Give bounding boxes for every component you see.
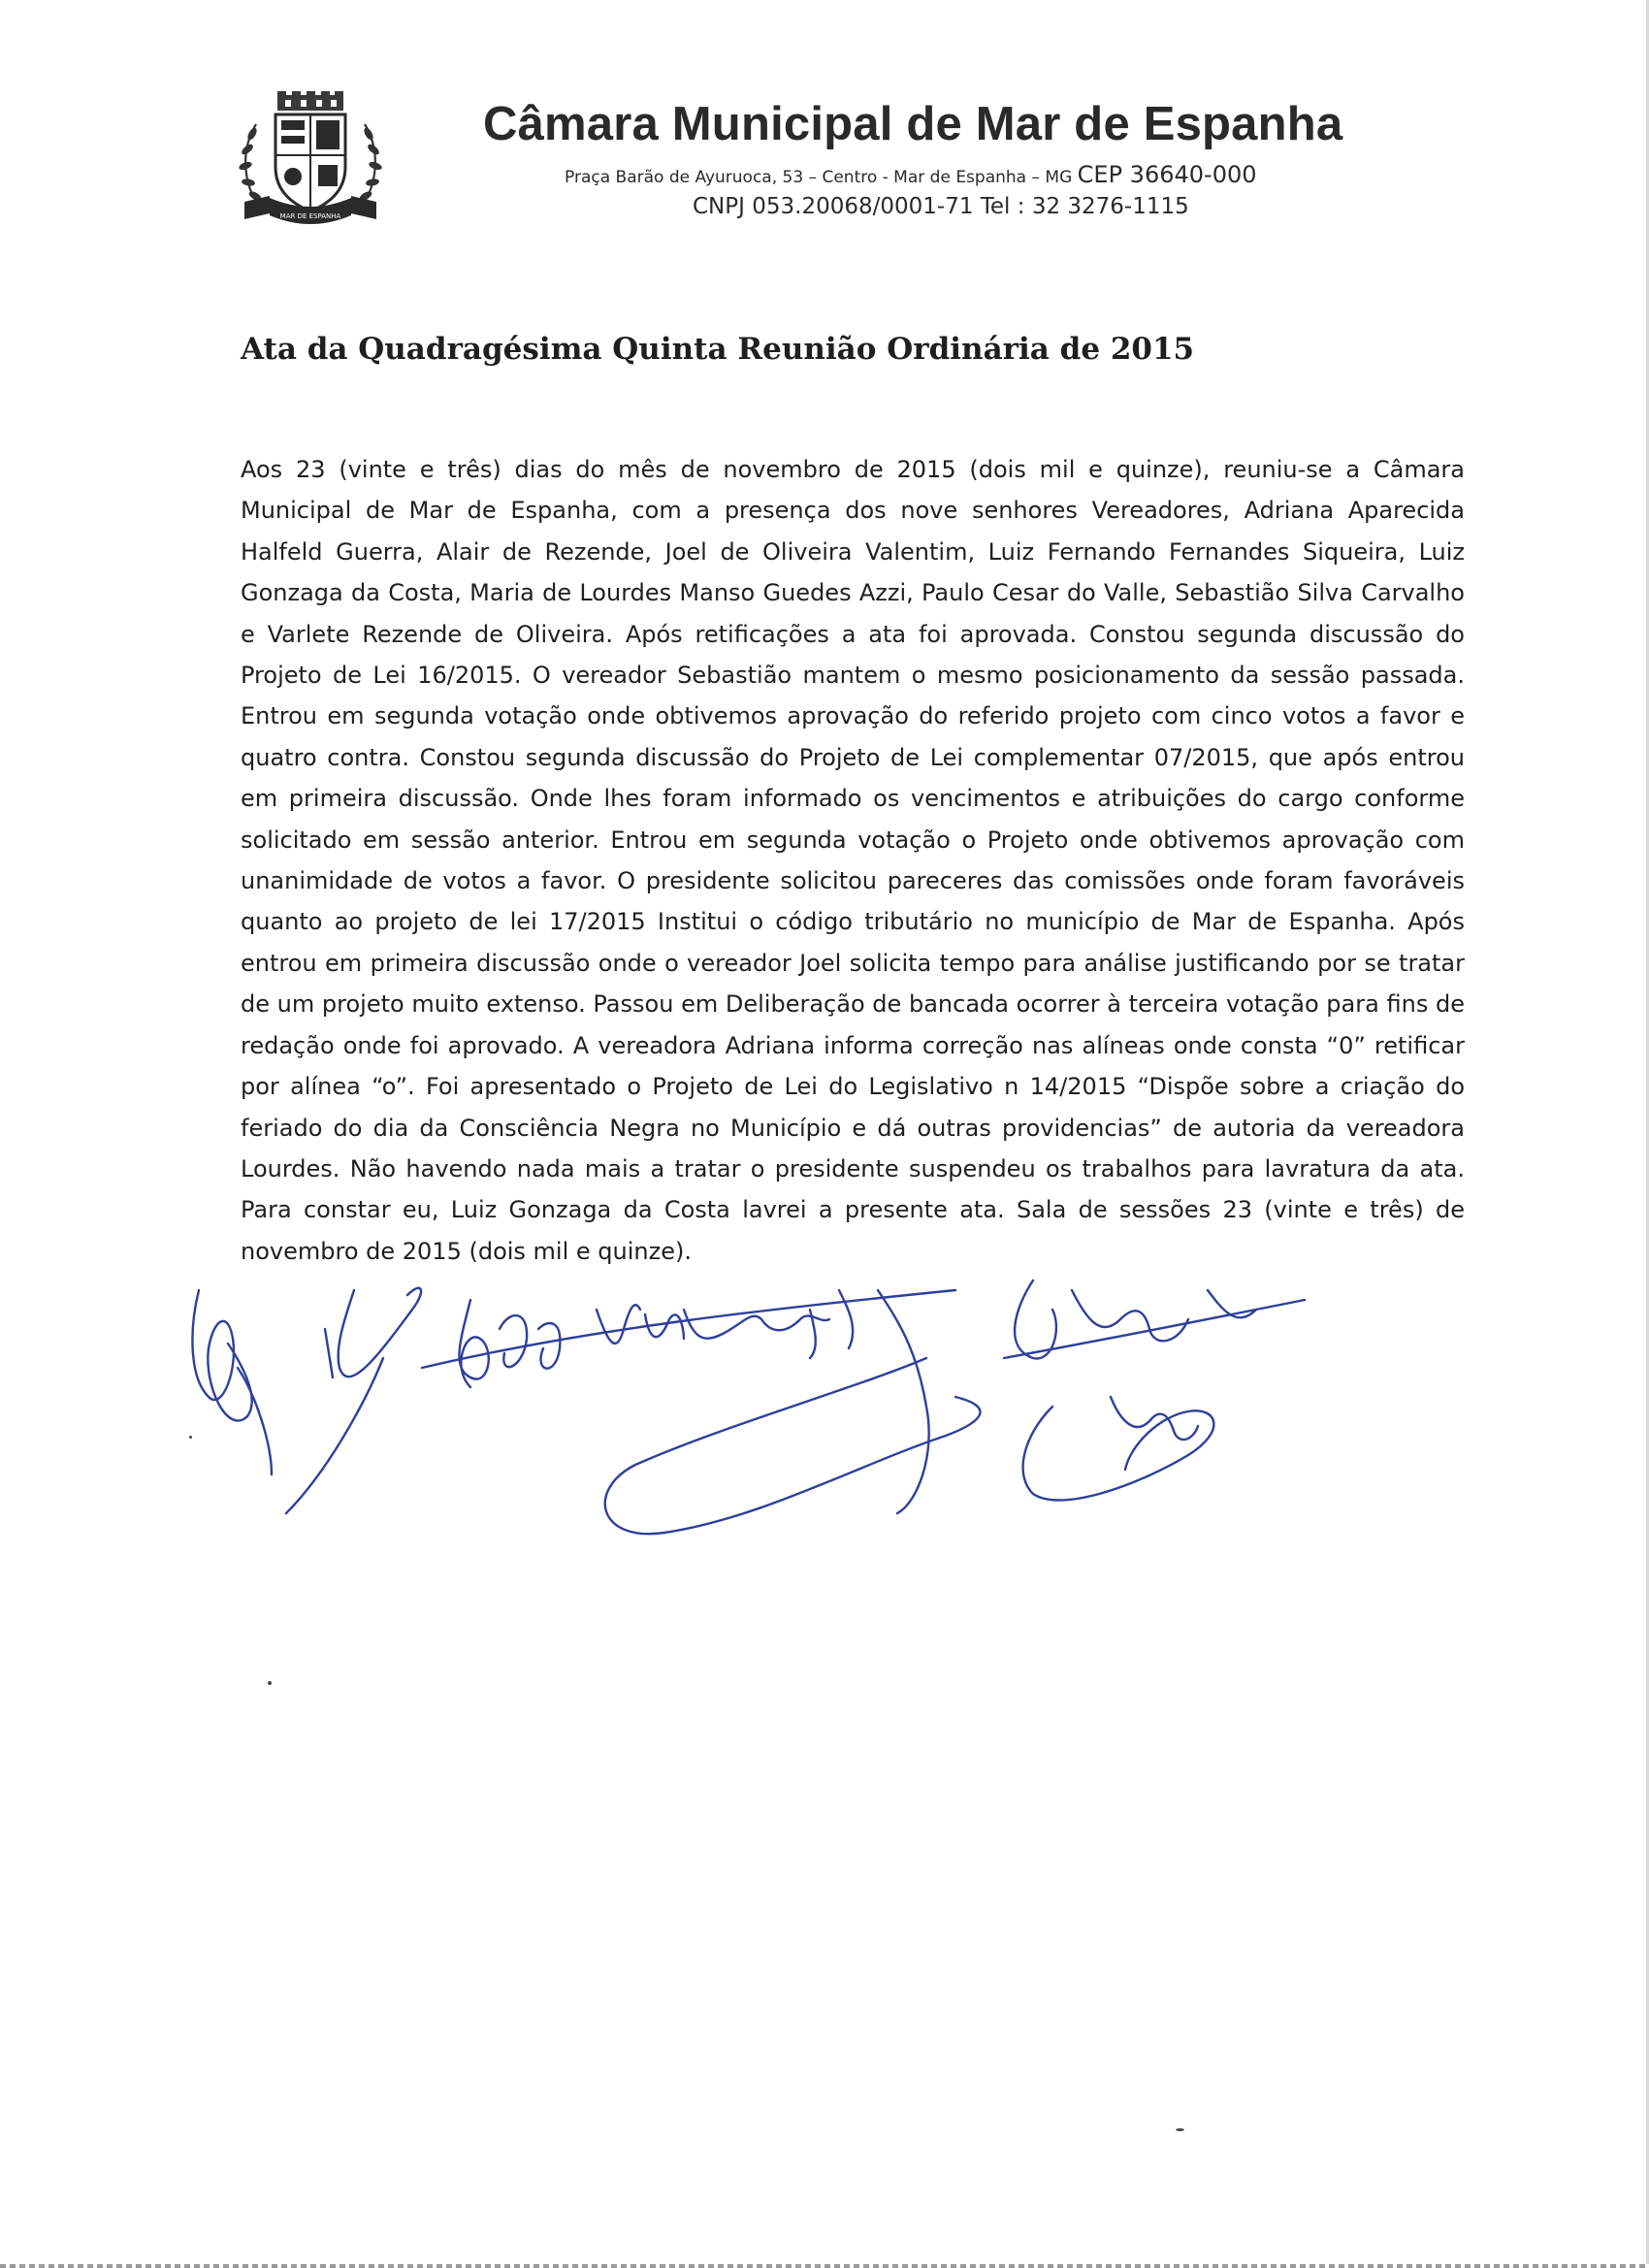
municipal-coat-of-arms-icon (231, 91, 390, 233)
cep-text: CEP 36640-000 (1077, 161, 1257, 188)
scan-edge-bottom (0, 2264, 1649, 2268)
org-address (565, 161, 1457, 188)
address-text: Praça Barão de Ayuruoca, 53 – Centro - Mar de Espanha – MG (565, 168, 1073, 187)
scan-speck (1176, 2128, 1184, 2131)
scan-speck (189, 1436, 192, 1439)
crest-banner-text: MAR DE ESPANHA (279, 212, 341, 220)
scan-speck (268, 1681, 272, 1685)
org-name: Câmara Municipal de Mar de Espanha (483, 98, 1343, 150)
handwritten-signatures-icon (179, 1251, 1470, 1571)
document-body: Aos 23 (vinte e três) dias do mês de novembro de 2015 (dois mil e quinze), reuniu-se a Câmara Municipal de Mar de Espanha, com a presença dos nove senhores Vereadores, Adriana Aparecida Halfeld Guerra, Alair de Rezende, Joel de Oliveira Valentim, Luiz Fernando Fernandes Siqueira, Luiz Gonzaga da Costa, Maria de Lourdes Manso Guedes Azzi, Paulo Cesar do Valle, Sebastião Silva Carvalho e Varlete Rezende de Oliveira. Após retificações a ata foi aprovada. Constou segunda discussão do Projeto de Lei 16/2015. O vereador Sebastião mantem o mesmo posicionamento da sessão passada. Entrou em segunda votação onde obtivemos aprovação do referido projeto com cinco votos a favor e quatro contra. Constou segunda discussão do Projeto de Lei complementar 07/2015, que após entrou em primeira discussão. Onde lhes foram informado os vencimentos e atribuições do cargo conforme solicitado em sessão anterior. Entrou em segunda votação o Projeto onde obtivemos aprovação com unanimidade de votos a favor. O presidente solicitou pareceres das comissões onde foram favoráveis quanto ao projeto de lei 17/2015 Institui o código tributário no município de Mar de Espanha. Após entrou em primeira discussão onde o vereador Joel solicita tempo para análise justificando por se tratar de um projeto muito extenso. Passou em Deliberação de bancada ocorrer à terceira votação para fins de redação onde foi aprovado. A vereadora Adriana informa correção nas alíneas onde consta “0” retificar por alínea “o”. Foi apresentado o Projeto de Lei do Legislativo n 14/2015 “Dispõe sobre a criação do feriado do dia da Consciência Negra no Município e dá outras providencias” de autoria da vereadora Lourdes. Não havendo nada mais a tratar o presidente suspendeu os trabalhos para lavratura da ata. Para constar eu, Luiz Gonzaga da Costa lavrei a presente ata. Sala de sessões 23 (vinte e três) de novembro de 2015 (dois mil e quinze). (241, 456, 1465, 1265)
cnpj-phone: CNPJ 053.20068/0001-71 Tel : 32 3276-1115 (693, 194, 1189, 219)
document-title: Ata da Quadragésima Quinta Reunião Ordinária de 2015 (241, 332, 1195, 367)
